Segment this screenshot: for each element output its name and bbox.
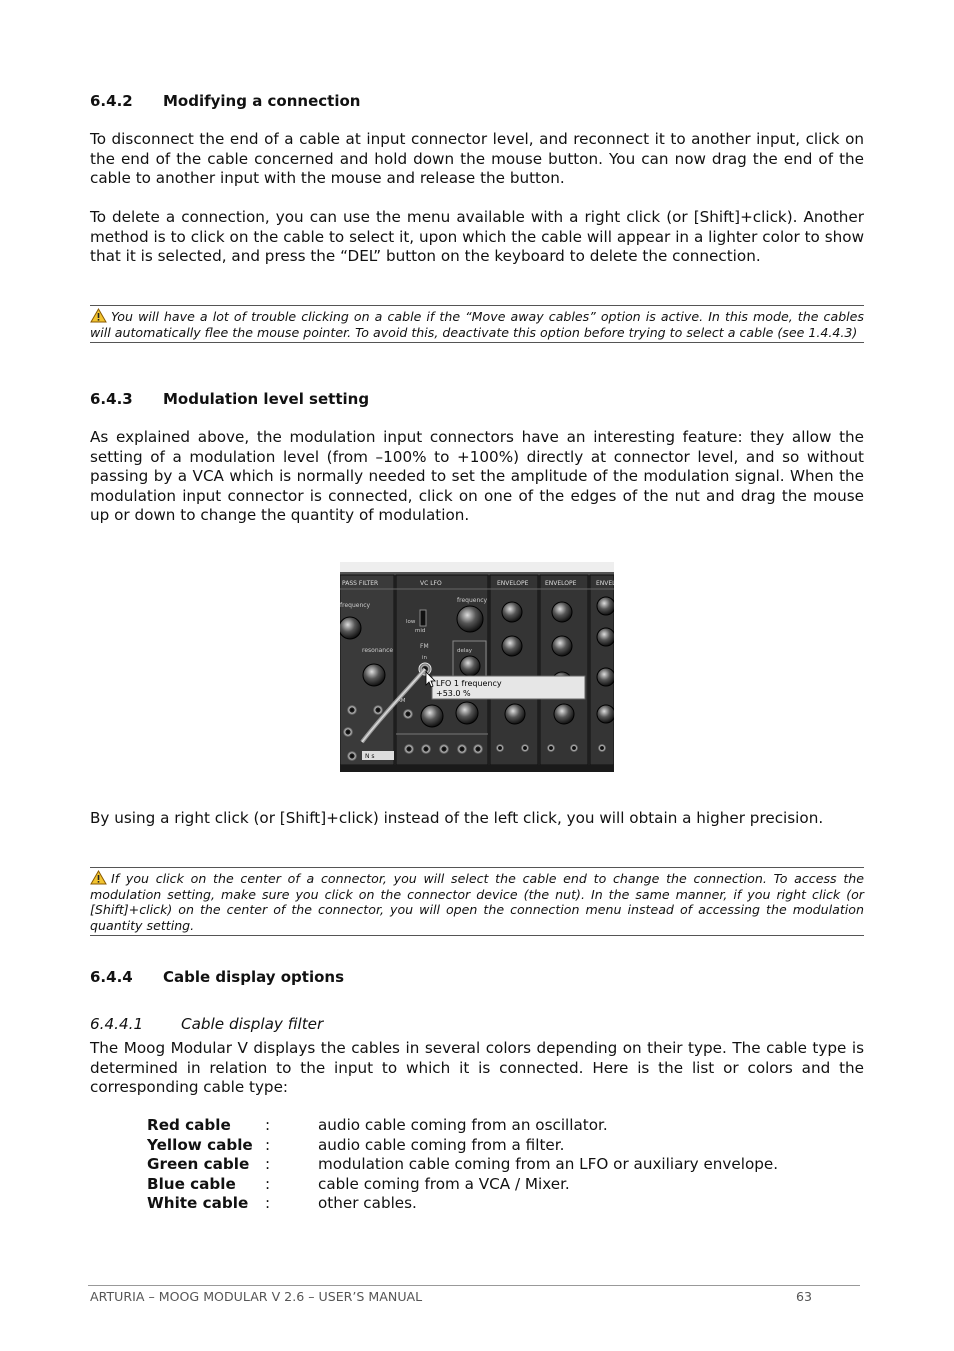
- label-vc-lfo: VC LFO: [420, 580, 442, 587]
- section-heading-6-4-2: 6.4.2 Modifying a connection: [90, 92, 361, 110]
- warning-note: If you click on the center of a connector, you will select the cable end to change the connection. To access the modulation setting, make sure you click on the connector device (the nut). In the same manner, if you right click (or [Shift]+click) on the center of the connector, you will open the connection menu instead of accessing the modulation quantity setting.: [90, 867, 864, 936]
- label-am: AM: [397, 698, 406, 704]
- cable-row-yellow: Yellow cable : audio cable coming from a filter.: [147, 1135, 565, 1154]
- cable-row-green: Green cable : modulation cable coming from an LFO or auxiliary envelope.: [147, 1155, 779, 1174]
- warning-icon: [90, 870, 107, 885]
- warning-note: You will have a lot of trouble clicking on a cable if the “Move away cables” option is active. In this mode, the cables will automatically flee the mouse pointer. To avoid this, deactivate this option before trying to select a cable (see 1.4.4.3): [90, 305, 864, 343]
- label-frequency: frequency: [457, 597, 488, 604]
- label-resonance: resonance: [362, 647, 394, 654]
- section-heading-6-4-4: 6.4.4 Cable display options: [90, 968, 345, 986]
- label-in: in: [422, 655, 428, 661]
- label-fm: FM: [420, 643, 429, 650]
- label-ns: N s: [365, 753, 375, 760]
- section-heading-6-4-3: 6.4.3 Modulation level setting: [90, 390, 370, 408]
- label-frequency-left: frequency: [340, 602, 371, 609]
- synth-panel-image: [340, 562, 614, 772]
- paragraph: To delete a connection, you can use the menu available with a right click (or [Shift]+click). Another method is to click on the cable to select it, upon which the cable will appear in a lighter color to show that it is selected, and press the “DEL” button on the keyboard to delete the connection.: [90, 208, 864, 266]
- tooltip-value: +53.0 %: [436, 689, 471, 698]
- label-delay: delay: [457, 648, 473, 654]
- modular-screenshot: [340, 562, 614, 772]
- label-low: low: [406, 619, 416, 625]
- paragraph: The Moog Modular V displays the cables in several colors depending on their type. The cable type is determined in relation to the input to which it is connected. Here is the list or colors and the corresponding cable type:: [90, 1039, 864, 1097]
- footer-divider: [88, 1285, 860, 1286]
- label-envelope-3: ENVEL: [596, 580, 614, 587]
- paragraph: By using a right click (or [Shift]+click) instead of the left click, you will obtain a higher precision.: [90, 809, 824, 827]
- label-envelope-2: ENVELOPE: [545, 580, 577, 587]
- label-mid: mid: [415, 628, 426, 634]
- cable-row-red: Red cable : audio cable coming from an oscillator.: [147, 1116, 608, 1134]
- cable-color-list: [147, 1116, 778, 1214]
- footer-title: ARTURIA – MOOG MODULAR V 2.6 – USER’S MANUAL: [90, 1289, 423, 1304]
- paragraph: As explained above, the modulation input connectors have an interesting feature: they allow the setting of a modulation level (from –100% to +100%) directly at connector level, and so without passing by a VCA which is normally needed to set the amplitude of the modulation signal. When the modulation input connector is connected, click on one of the edges of the nut and drag the mouse up or down to change the quantity of modulation.: [90, 428, 864, 525]
- warning-icon: [90, 308, 107, 323]
- cable-row-white: White cable : other cables.: [147, 1194, 417, 1213]
- tooltip-title: LFO 1 frequency: [436, 679, 502, 688]
- paragraph: To disconnect the end of a cable at input connector level, and reconnect it to another input, click on the end of the cable concerned and hold down the mouse button. You can now drag the end of the cable to another input with the mouse and release the button.: [90, 130, 864, 188]
- page-number: 63: [796, 1289, 813, 1304]
- label-pass-filter: PASS FILTER: [342, 580, 379, 587]
- cable-row-blue: Blue cable : cable coming from a VCA / Mixer.: [147, 1174, 570, 1193]
- subsection-heading-6-4-4-1: 6.4.4.1 Cable display filter: [90, 1015, 324, 1033]
- label-envelope-1: ENVELOPE: [497, 580, 529, 587]
